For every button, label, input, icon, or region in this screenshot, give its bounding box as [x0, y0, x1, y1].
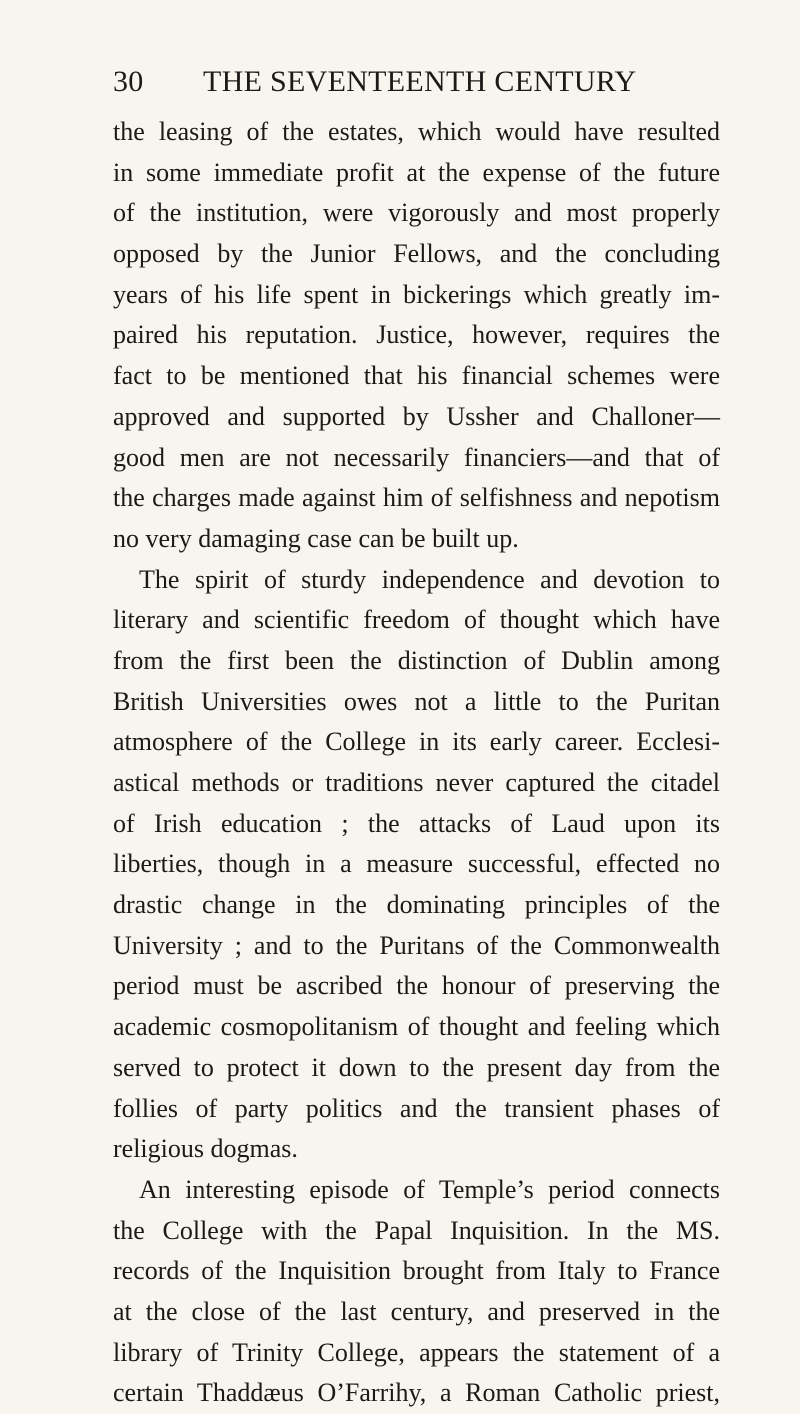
text-line: at the close of the last century, and preserved in the — [113, 1296, 720, 1326]
page-number: 30 — [113, 65, 144, 98]
running-head — [113, 62, 720, 102]
text-line: paired his reputation. Justice, however, requires the — [113, 320, 720, 350]
paragraph-first-line: The spirit of sturdy independence and devotion to — [139, 564, 720, 594]
text-line: certain Thaddæus O’Farrihy, a Roman Catholic priest, — [113, 1378, 720, 1408]
text-line: religious dogmas. — [113, 1134, 298, 1164]
text-line: no very damaging case can be built up. — [113, 523, 519, 553]
text-line: British Universities owes not a little to the Puritan — [113, 686, 720, 716]
text-line: period must be ascribed the honour of preserving the — [113, 971, 720, 1001]
text-line: records of the Inquisition brought from Italy to France — [113, 1256, 720, 1286]
text-line: fact to be mentioned that his financial schemes were — [113, 361, 720, 391]
text-line: years of his life spent in bickerings which greatly im- — [113, 279, 720, 309]
text-line: of Irish education ; the attacks of Laud upon its — [113, 808, 720, 838]
text-line: University ; and to the Puritans of the Commonwealth — [113, 930, 720, 960]
text-line: literary and scientific freedom of thought which have — [113, 605, 720, 635]
text-line: follies of party politics and the transient phases of — [113, 1093, 720, 1123]
text-line: opposed by the Junior Fellows, and the concluding — [113, 239, 720, 269]
text-line: liberties, though in a measure successful, effected no — [113, 849, 720, 879]
paragraph-first-line: An interesting episode of Temple’s period connects — [139, 1174, 720, 1204]
text-line: served to protect it down to the present day from the — [113, 1052, 720, 1082]
text-line: from the first been the distinction of Dublin among — [113, 645, 720, 675]
body-text — [113, 112, 720, 1414]
text-line: good men are not necessarily financiers—and that of — [113, 442, 720, 472]
text-line: astical methods or traditions never captured the citadel — [113, 768, 720, 797]
text-line: the College with the Papal Inquisition. In the MS. — [113, 1215, 720, 1245]
text-line: atmosphere of the College in its early career. Ecclesi- — [113, 727, 720, 757]
text-line: approved and supported by Ussher and Challoner— — [113, 401, 720, 431]
text-line: in some immediate profit at the expense of the future — [113, 157, 720, 187]
text-line: of the institution, were vigorously and most properly — [113, 198, 720, 228]
text-line: the charges made against him of selfishness and nepotism — [113, 483, 720, 513]
text-line: the leasing of the estates, which would have resulted — [113, 117, 720, 146]
text-line: drastic change in the dominating principles of the — [113, 890, 720, 920]
text-line: academic cosmopolitanism of thought and feeling which — [113, 1012, 720, 1042]
running-title: THE SEVENTEENTH CENTURY — [203, 65, 637, 98]
text-line: library of Trinity College, appears the statement of a — [113, 1337, 720, 1367]
